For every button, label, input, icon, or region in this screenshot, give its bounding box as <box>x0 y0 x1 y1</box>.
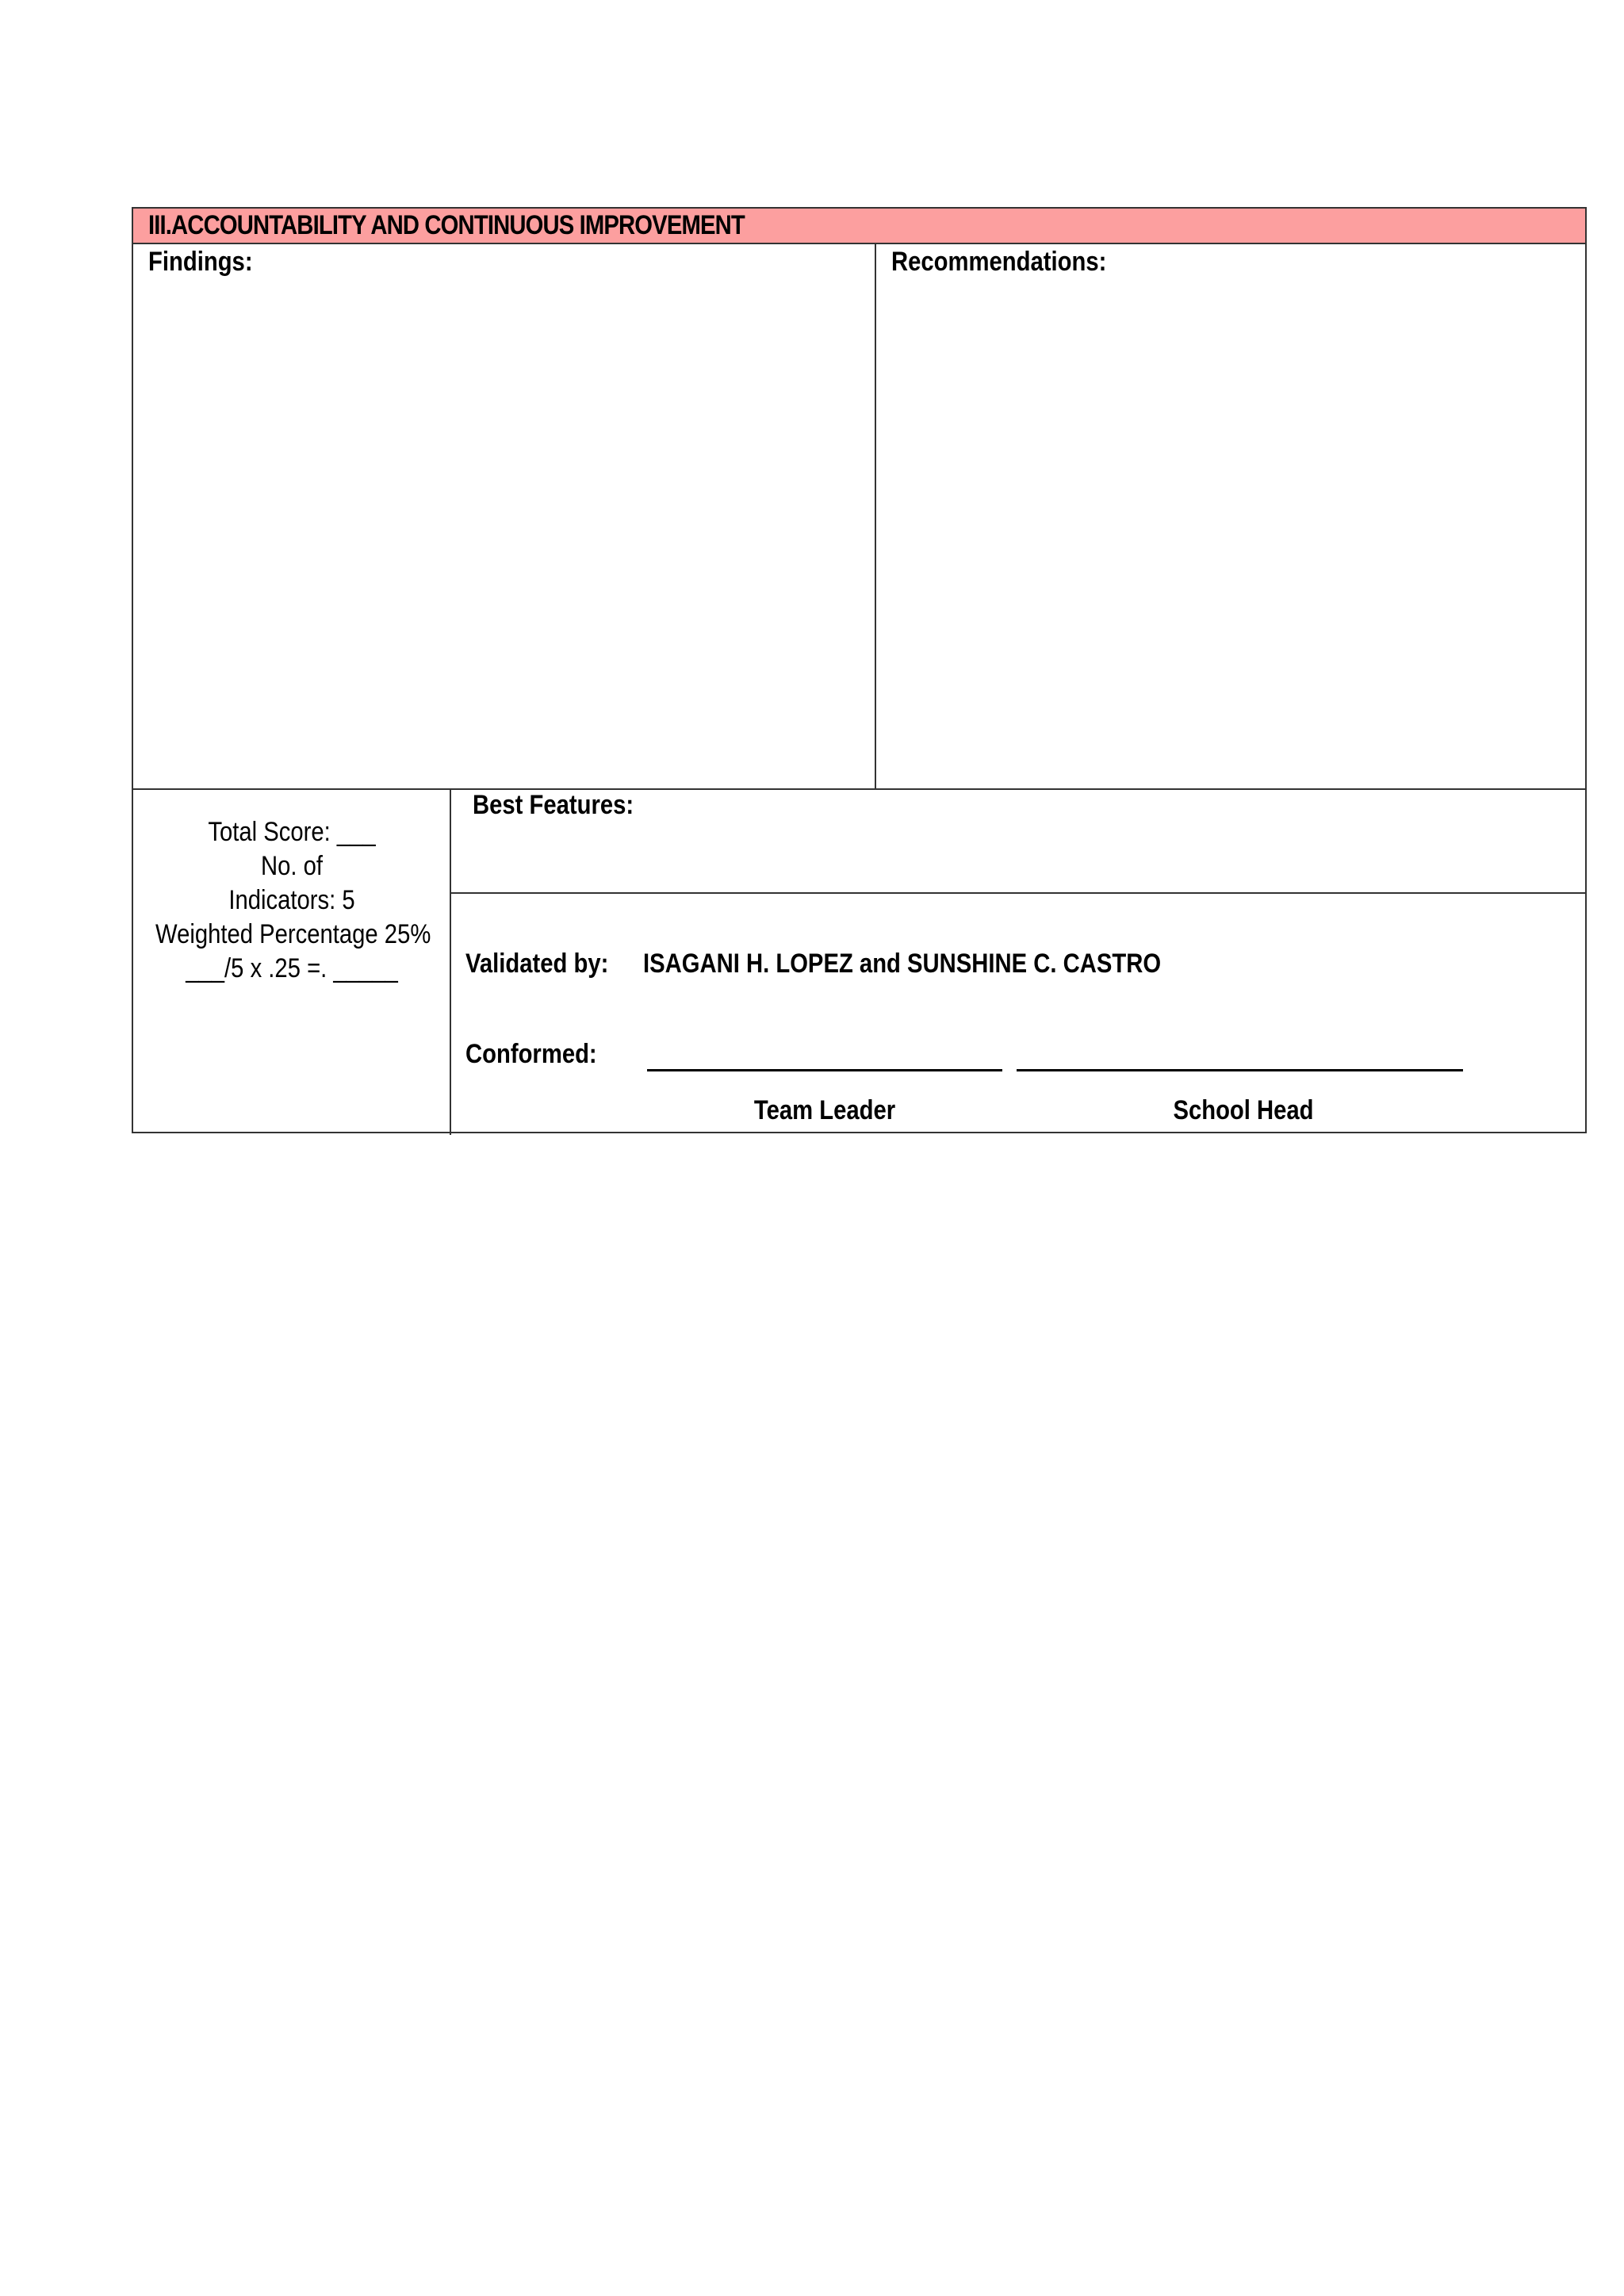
best-features-bottom-border <box>451 892 1587 894</box>
findings-divider <box>875 244 876 790</box>
recommendations-label: Recommendations: <box>891 247 1107 277</box>
school-head-signature-line[interactable] <box>1017 1069 1463 1071</box>
no-of: No. of <box>260 851 324 881</box>
findings-label: Findings: <box>148 247 253 277</box>
findings-bottom-border <box>133 788 1585 790</box>
total-score: Total Score: ___ <box>208 817 376 847</box>
conformed-label: Conformed: <box>465 1039 597 1069</box>
school-head-label: School Head <box>1173 1095 1314 1125</box>
indicators: Indicators: 5 <box>228 885 355 915</box>
score-formula: ___/5 x .25 =. _____ <box>186 953 398 983</box>
weighted-percentage: Weighted Percentage 25% <box>155 919 431 949</box>
best-features-label: Best Features: <box>473 790 634 820</box>
team-leader-label: Team Leader <box>753 1095 896 1125</box>
accountability-form <box>132 207 1587 1133</box>
section-title: III.ACCOUNTABILITY AND CONTINUOUS IMPROVEMENT <box>148 210 745 240</box>
section-header <box>133 209 1585 244</box>
score-block <box>133 815 450 986</box>
team-leader-signature-line[interactable] <box>647 1069 1002 1071</box>
validators-names: ISAGANI H. LOPEZ and SUNSHINE C. CASTRO <box>643 949 1162 979</box>
validated-by-label: Validated by: <box>465 949 609 979</box>
